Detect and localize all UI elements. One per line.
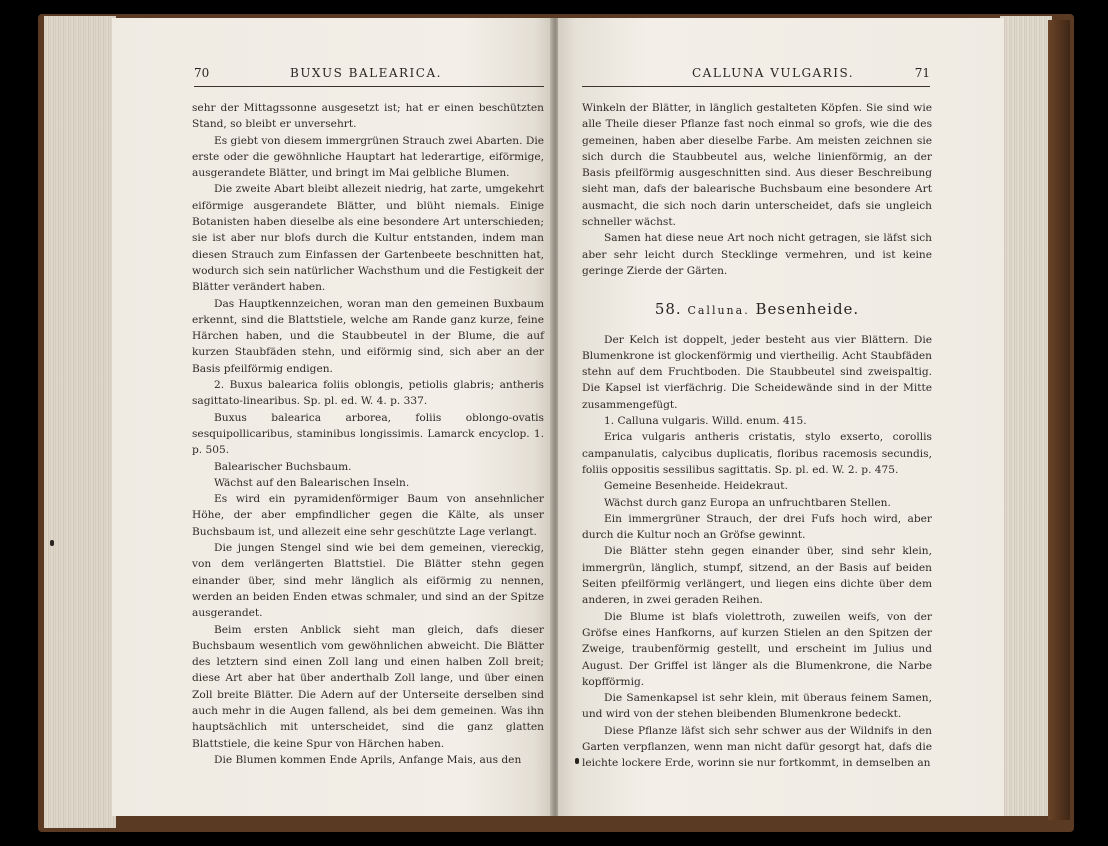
- paragraph-group-after: [582, 332, 932, 772]
- paragraph: sehr der Mittagssonne ausgesetzt ist; hat er einen beschützten Stand, so bleibt er unversehrt.: [192, 102, 544, 131]
- right-page-body: [582, 100, 932, 772]
- paragraph: Es giebt von diesem immergrünen Strauch zwei Abarten. Die erste oder die gewöhnliche Hauptart hat lederartige, eiförmige, ausgerandete Blätter, und bringt im Mai gelbliche Blumen.: [192, 134, 544, 180]
- paragraph-group-before: [582, 100, 932, 279]
- running-head: CALLUNA VULGARIS.: [692, 66, 855, 80]
- ink-spot: [575, 758, 579, 764]
- paragraph: Die jungen Stengel sind wie bei dem gemeinen, viereckig, von dem verlängerten Blattstiel. Die Blätter stehn gegen einander über, sind mehr länglich als eiförmig zu nennen, werden an beiden Enden etwas schmaler, und sind an der Spitze ausgerandet.: [192, 542, 544, 620]
- paragraph: Es wird ein pyramidenförmiger Baum von ansehnlicher Höhe, der aber empfindlicher gegen die Kälte, als unser Buchsbaum ist, und allezeit eine sehr geschützte Lage verlangt.: [192, 493, 544, 538]
- paragraph: Gemeine Besenheide. Heidekraut.: [604, 480, 788, 493]
- paragraph: Die Samenkapsel ist sehr klein, mit überaus feinem Samen, und wird von der stehen bleibenden Blumenkrone bedeckt.: [582, 692, 932, 721]
- page-number: 71: [914, 66, 930, 80]
- paragraph: Die Blumen kommen Ende Aprils, Anfange Mais, aus den: [214, 753, 522, 766]
- paragraph: Buxus balearica arborea, foliis oblongo-ovatis sesquipollicaribus, staminibus longissimis. Lamarck encyclop. 1. p. 505.: [192, 411, 544, 457]
- left-page-header: [194, 66, 544, 87]
- paragraph: Ein immergrüner Strauch, der drei Fufs hoch wird, aber durch die Kultur noch an Gröfse gewinnt.: [582, 512, 932, 542]
- paragraph: Die zweite Abart bleibt allezeit niedrig, hat zarte, umgekehrt eiförmige ausgerandete Blätter, und blüht niemals. Einige Botanisten haben dieselbe als eine besondere Art unterschieden; sie ist aber nur blofs durch die Kultur entstanden, indem man diesen Strauch zum Einfassen der Gartenbeete beschnitten hat, wodurch sich sein natürlicher Wachsthum und die Festigkeit der Blätter verändert haben.: [192, 183, 544, 294]
- paragraph: Winkeln der Blätter, in länglich gestalteten Köpfen. Sie sind wie alle Theile dieser Pflanze fast noch einmal so grofs, wie die des gemeinen, haben aber dieselbe Farbe. Am meisten zeichnen sie sich durch die Staubbeutel aus, welche linienförmig, an der Basis pfeilförmig ausgeschnitten sind. Aus dieser Beschreibung sieht man, dafs der balearische Buchsbaum eine besondere Art ausmacht, die sich noch darin unterscheidet, dafs sie ungleich schneller wächst.: [582, 102, 932, 229]
- left-page: [112, 18, 552, 816]
- paragraph: Erica vulgaris antheris cristatis, stylo exserto, corollis campanulatis, calycibus duplicatis, floribus racemosis secundis, foliis oppositis sessilibus sagittatis. Sp. pl. ed. W. 2. p. 475.: [582, 431, 932, 476]
- paragraph: 2. Buxus balearica foliis oblongis, petiolis glabris; antheris sagittato-linearibus. Sp. pl. ed. W. 4. p. 337.: [192, 379, 544, 408]
- paragraph: Diese Pflanze läfst sich sehr schwer aus der Wildnifs in den Garten verpflanzen, wenn man nicht dafür gesorgt hat, dafs die leichte lockere Erde, worinn sie nur fortkommt, in demselben an: [582, 724, 932, 770]
- paragraph: Die Blätter stehn gegen einander über, sind sehr klein, immergrün, länglich, stumpf, sitzend, an der Basis auf beiden Seiten pfeilförmig verlängert, und liegen eins dichte über dem anderen, in zwei geraden Reihen.: [582, 545, 932, 607]
- paragraph: Das Hauptkennzeichen, woran man den gemeinen Buxbaum erkennt, sind die Blattstiele, welche am Rande ganz kurze, feine Härchen haben, und die Staubbeutel in der Blume, die auf kurzen Staubfäden stehn, und eiförmig sind, sich aber an der Basis pfeilförmig endigen.: [192, 297, 544, 375]
- section-genus: Calluna.: [687, 304, 750, 318]
- section-heading: [582, 301, 932, 319]
- section-number: 58.: [654, 300, 682, 319]
- right-page: [558, 18, 1004, 816]
- paragraph: Die Blume ist blafs violettroth, zuweilen weifs, von der Gröfse eines Hanfkorns, auf kurzen Stielen an den Spitzen der Zweige, traubenförmig gestellt, und erscheint im Julius und August. Der Griffel ist länger als die Blumenkrone, die Narbe kopfförmig.: [582, 610, 932, 688]
- paragraph: 1. Calluna vulgaris. Willd. enum. 415.: [604, 415, 807, 428]
- book-spine-right: [1048, 20, 1070, 820]
- paragraph: Wächst durch ganz Europa an unfruchtbaren Stellen.: [604, 496, 891, 509]
- paragraph: Wächst auf den Balearischen Inseln.: [214, 476, 410, 489]
- paragraph: Samen hat diese neue Art noch nicht getragen, sie läfst sich aber sehr leicht durch Stecklinge vermehren, und ist keine geringe Zierde der Gärten.: [582, 232, 932, 277]
- page-edges-left: [44, 16, 116, 828]
- page-number: 70: [194, 66, 210, 80]
- paragraph: Beim ersten Anblick sieht man gleich, dafs dieser Buchsbaum wesentlich vom gewöhnlichen abweicht. Die Blätter des letztern sind einen Zoll lang und einen halben Zoll breit; diese Art aber hat über anderthalb Zoll lange, und über einen Zoll breite Blätter. Die Adern auf der Unterseite derselben sind auch mehr in die Augen fallend, als bei dem gemeinen. Was ihn hauptsächlich mit unterscheidet, sind die ganz glatten Blattstiele, die keine Spur von Härchen haben.: [192, 623, 544, 750]
- section-common-name: Besenheide.: [755, 300, 860, 319]
- left-page-body: [192, 100, 544, 768]
- paragraph: Der Kelch ist doppelt, jeder besteht aus vier Blättern. Die Blumenkrone ist glockenförmig und viertheilig. Acht Staubfäden stehn auf dem Fruchtboden. Die Staubbeutel sind zweispaltig. Die Kapsel ist vierfächrig. Die Scheidewände sind in der Mitte zusammengefügt.: [582, 333, 932, 411]
- ink-spot: [50, 540, 54, 546]
- paragraph: Balearischer Buchsbaum.: [214, 460, 352, 473]
- running-head: BUXUS BALEARICA.: [290, 66, 442, 80]
- page-edges-right: [1000, 16, 1052, 816]
- right-page-header: [582, 66, 930, 87]
